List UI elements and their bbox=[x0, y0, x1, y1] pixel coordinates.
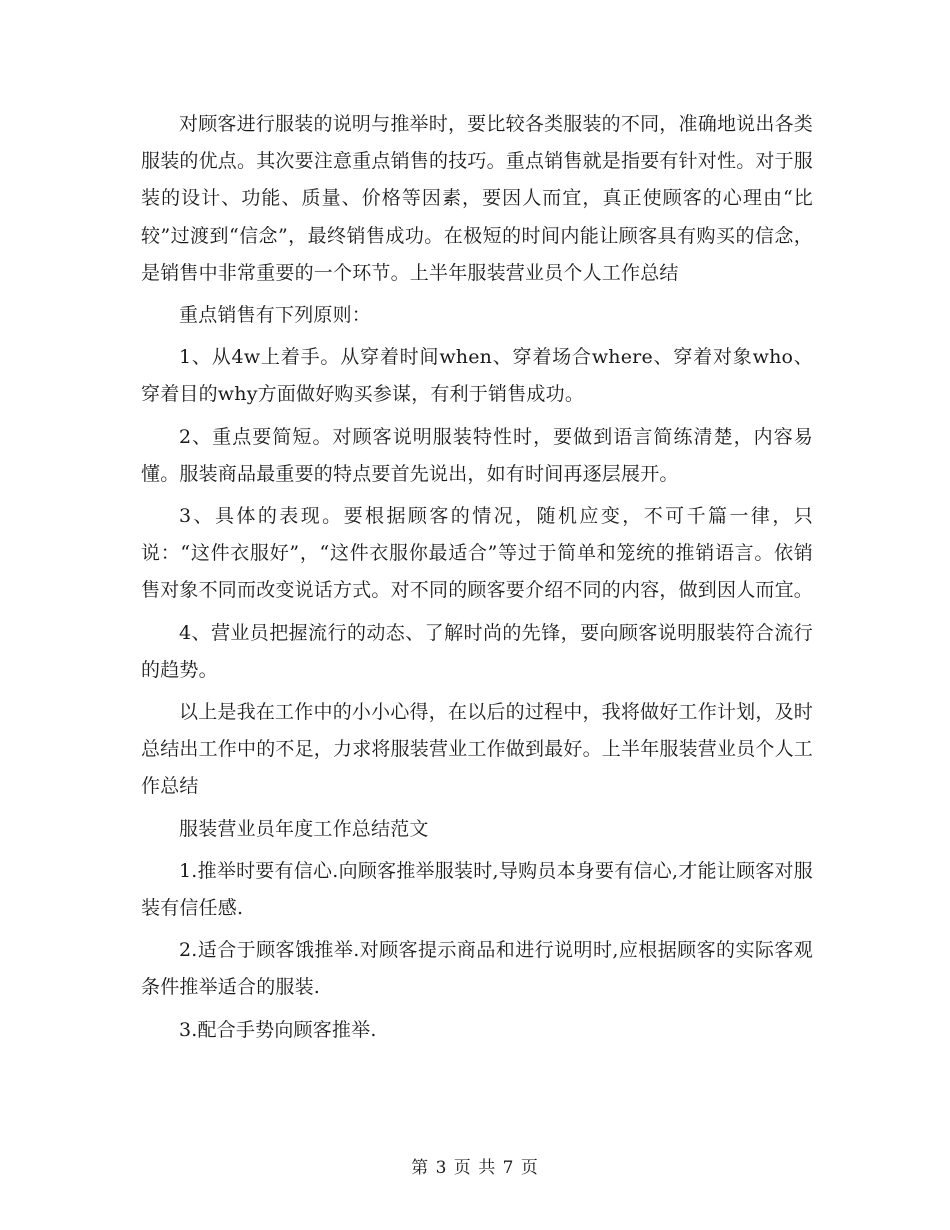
paragraph-principle-4: 4、营业员把握流行的动态、了解时尚的先锋，要向顾客说明服装符合流行的趋势。 bbox=[141, 621, 813, 681]
page-number-footer: 第 3 页 共 7 页 bbox=[411, 1158, 539, 1178]
paragraph-section-title: 服装营业员年度工作总结范文 bbox=[179, 817, 429, 840]
paragraph-principle-3: 3、具体的表现。要根据顾客的情况，随机应变，不可千篇一律，只说：“这件衣服好”，“这件衣服你最适合”等过于简单和笼统的推销语言。依销售对象不同而改变说话方式。对不同的顾客要介绍不同的内容，做到因人而宜。 bbox=[141, 505, 814, 602]
document-body bbox=[141, 106, 813, 1054]
paragraph-tip-3: 3.配合手势向顾客推举. bbox=[179, 1018, 377, 1041]
paragraph-intro: 对顾客进行服装的说明与推举时，要比较各类服装的不同，准确地说出各类服装的优点。其次要注意重点销售的技巧。重点销售就是指要有针对性。对于服装的设计、功能、质量、价格等因素，要因人而宜，真正使顾客的心理由“比较”过渡到“信念”，最终销售成功。在极短的时间内能让顾客具有购买的信念，是销售中非常重要的一个环节。上半年服装营业员个人工作总结 bbox=[141, 113, 814, 284]
paragraph-principle-1: 1、从4w上着手。从穿着时间when、穿着场合where、穿着对象who、穿着目的why方面做好购买参谋，有利于销售成功。 bbox=[141, 346, 813, 406]
paragraph-principle-2: 2、重点要简短。对顾客说明服装特性时，要做到语言简练清楚，内容易懂。服装商品最重要的特点要首先说出，如有时间再逐层展开。 bbox=[141, 425, 813, 485]
paragraph-tip-1: 1.推举时要有信心.向顾客推举服装时,导购员本身要有信心,才能让顾客对服装有信任感. bbox=[141, 859, 813, 920]
paragraph-principles-heading: 重点销售有下列原则： bbox=[179, 304, 372, 327]
paragraph-tip-2: 2.适合于顾客饿推举.对顾客提示商品和进行说明时,应根据顾客的实际客观条件推举适合的服装. bbox=[141, 939, 813, 999]
paragraph-conclusion: 以上是我在工作中的小小心得，在以后的过程中，我将做好工作计划，及时总结出工作中的不足，力求将服装营业工作做到最好。上半年服装营业员个人工作总结 bbox=[141, 701, 814, 798]
